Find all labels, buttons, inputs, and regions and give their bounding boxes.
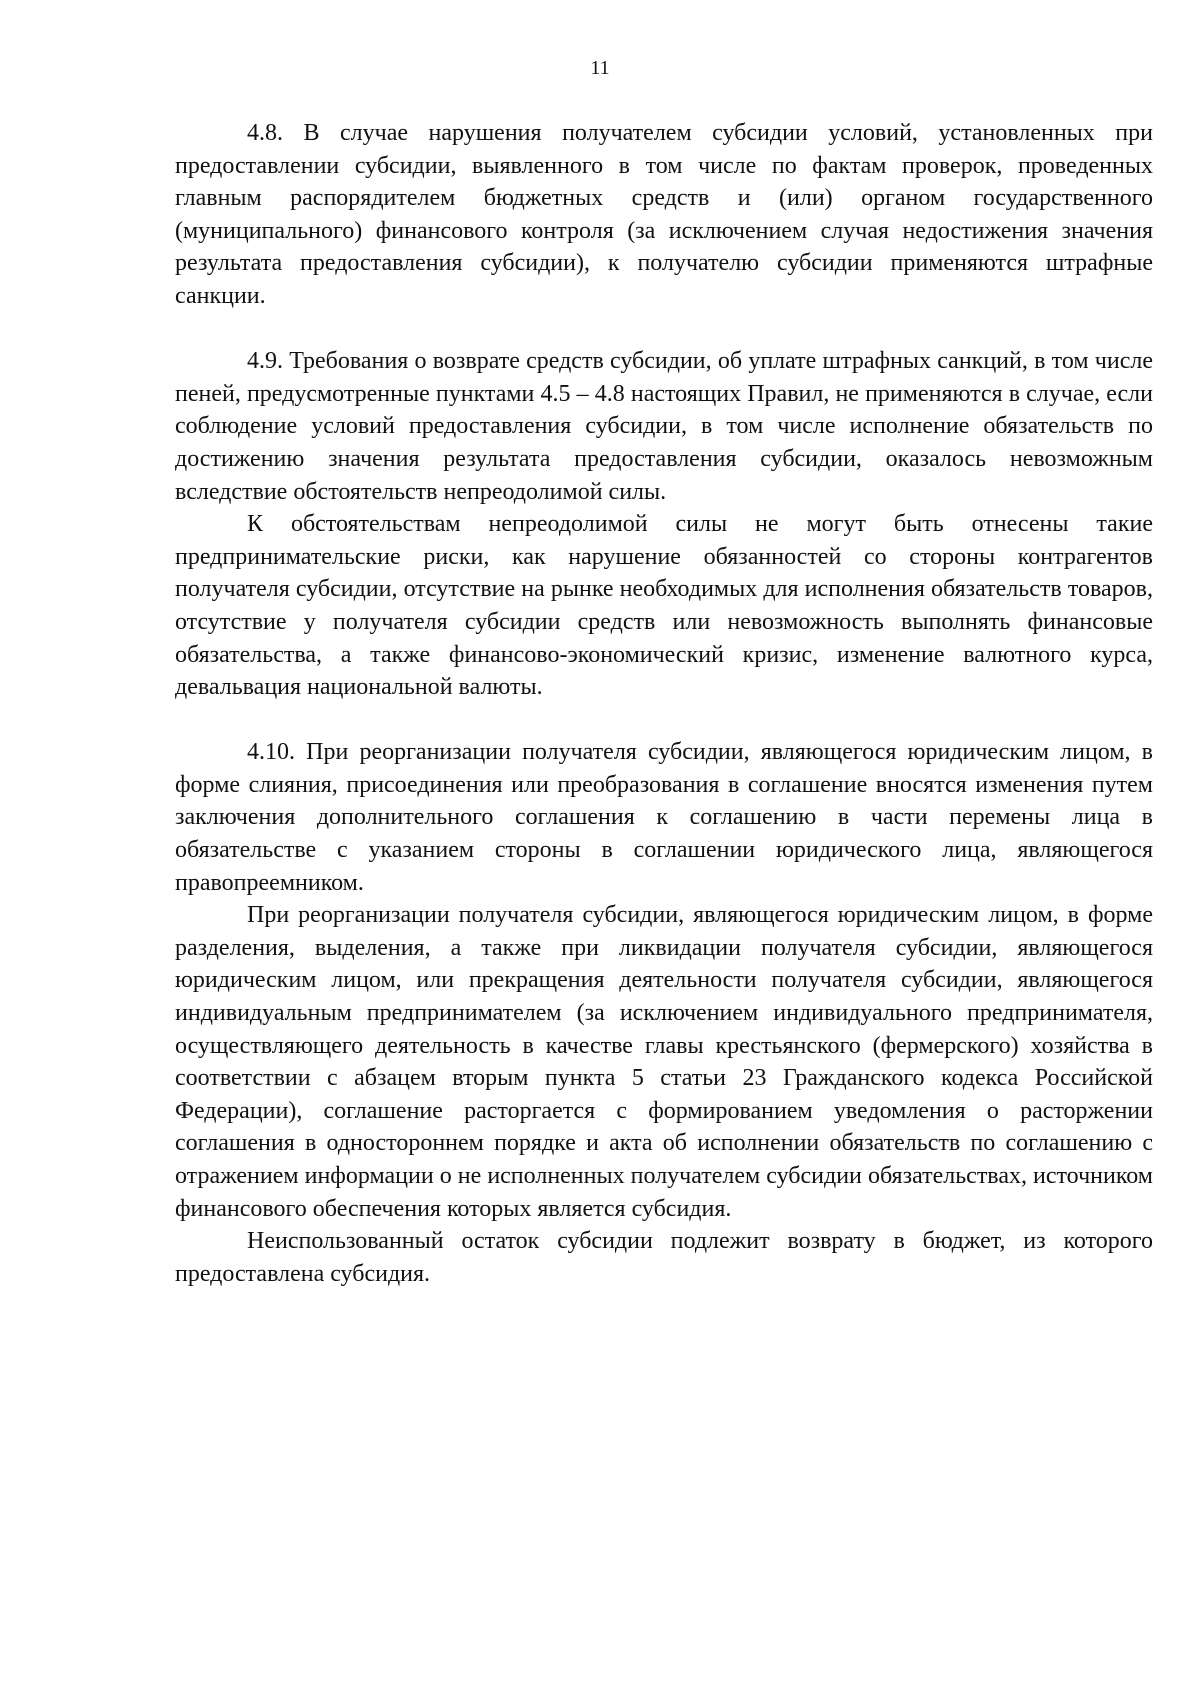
paragraph-force-majeure: К обстоятельствам непреодолимой силы не могут быть отнесены такие предпринимательские риски, как нарушение обязанностей со стороны контрагентов получателя субсидии, отсутствие на рынке необходимых для исполнения обязательств товаров, отсутствие у получателя субсидии средств или невозможность выполнять финансовые обязательства, а также финансово-экономический кризис, изменение валютного курса, девальвация национальной валюты. <box>175 511 1153 701</box>
page-number: 11 <box>590 57 610 79</box>
paragraph-unused-balance: Неиспользованный остаток субсидии подлежит возврату в бюджет, из которого предоставлена субсидия. <box>175 1228 1153 1287</box>
paragraph-4-8: 4.8. В случае нарушения получателем субсидии условий, установленных при предоставлении субсидии, выявленного в том числе по фактам проверок, проведенных главным распорядителем бюджетных средств и (или) органом государственного (муниципального) финансового контроля (за исключением случая недостижения значения результата предоставления субсидии), к получателю субсидии применяются штрафные санкции. <box>175 120 1153 309</box>
document-body <box>175 117 1153 1290</box>
paragraph-reorganization-termination: При реорганизации получателя субсидии, являющегося юридическим лицом, в форме разделения, выделения, а также при ликвидации получателя субсидии, являющегося юридическим лицом, или прекращения деятельности получателя субсидии, являющегося индивидуальным предпринимателем (за исключением индивидуального предпринимателя, осуществляющего деятельность в качестве главы крестьянского (фермерского) хозяйства в соответствии с абзацем вторым пункта 5 статьи 23 Гражданского кодекса Российской Федерации), соглашение расторгается с формированием уведомления о расторжении соглашения в одностороннем порядке и акта об исполнении обязательств по соглашению с отражением информации о не исполненных получателем субсидии обязательствах, источником финансового обеспечения которых является субсидия. <box>175 902 1153 1222</box>
paragraph-4-10: 4.10. При реорганизации получателя субсидии, являющегося юридическим лицом, в форме слияния, присоединения или преобразования в соглашение вносятся изменения путем заключения дополнительного соглашения к соглашению в части перемены лица в обязательстве с указанием стороны в соглашении юридического лица, являющегося правопреемником. <box>175 739 1153 896</box>
paragraph-4-9: 4.9. Требования о возврате средств субсидии, об уплате штрафных санкций, в том числе пеней, предусмотренные пунктами 4.5 – 4.8 настоящих Правил, не применяются в случае, если соблюдение условий предоставления субсидии, в том числе исполнение обязательств по достижению значения результата предоставления субсидии, оказалось невозможным вследствие обстоятельств непреодолимой силы. <box>175 348 1153 505</box>
